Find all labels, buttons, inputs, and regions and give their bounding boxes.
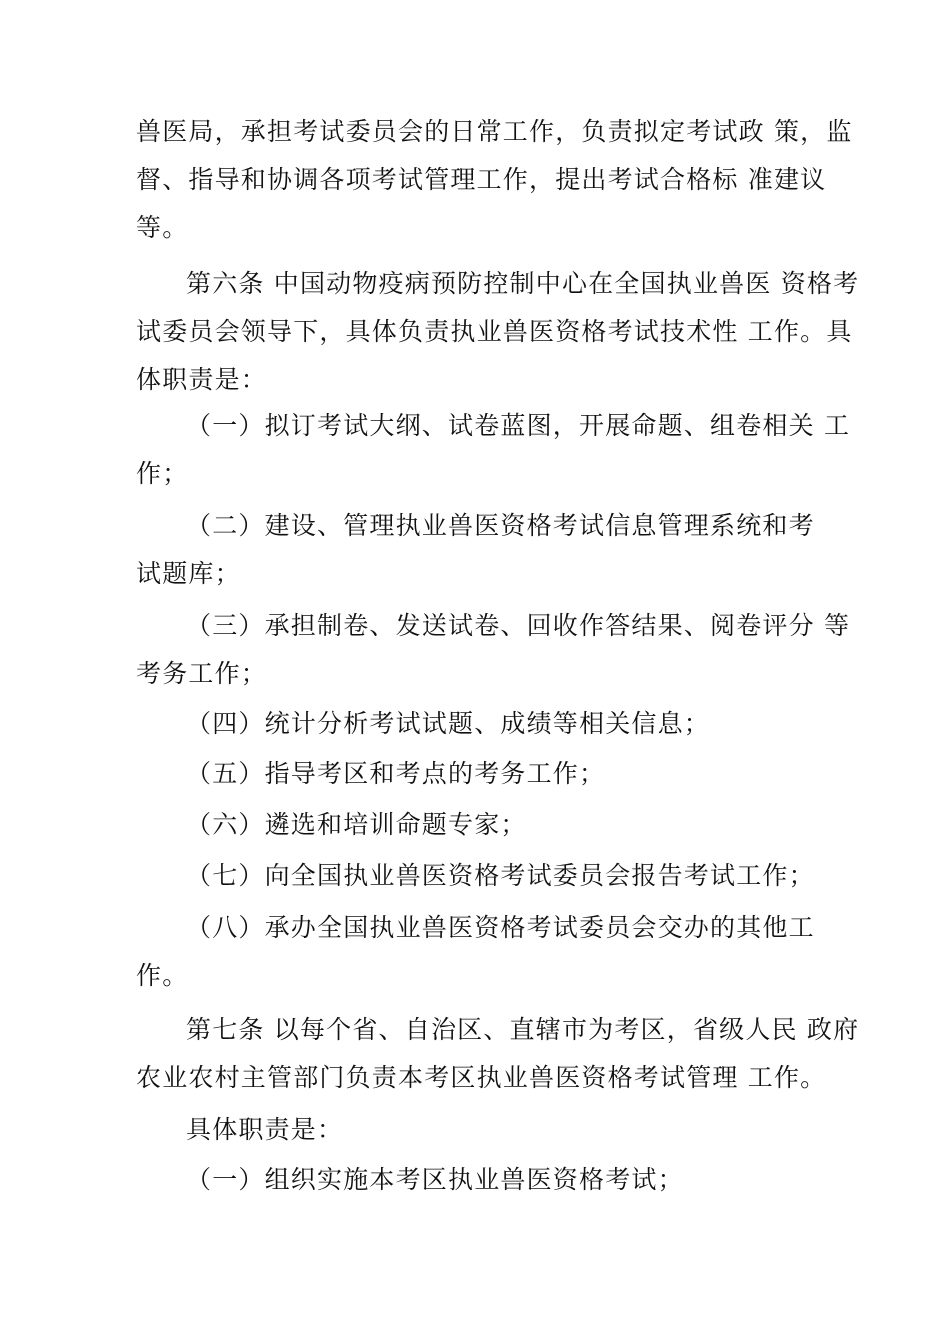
paragraph-article-7 <box>136 1006 860 1102</box>
text-line: 第七条 以每个省、自治区、直辖市为考区，省级人民 政府 <box>186 1015 860 1044</box>
paragraph-article-6 <box>136 260 860 404</box>
list-item-article-6-8 <box>136 904 836 1000</box>
list-item-article-7-1 <box>136 1156 836 1204</box>
list-item-article-6-6 <box>136 801 836 849</box>
text-line: （一）拟订考试大纲、试卷蓝图，开展命题、组卷相关 工 <box>186 411 851 440</box>
text-line: 试题库； <box>136 559 241 588</box>
list-item-article-6-5 <box>136 750 836 798</box>
list-item-article-6-1 <box>136 402 851 498</box>
text-line: 体职责是： <box>136 365 268 394</box>
paragraph-article-7-duties <box>136 1106 836 1154</box>
text-line: （三）承担制卷、发送试卷、回收作答结果、阅卷评分 等 <box>186 611 851 640</box>
text-line: （二）建设、管理执业兽医资格考试信息管理系统和考 <box>186 511 815 540</box>
text-line: 第六条 中国动物疫病预防控制中心在全国执业兽医 资格考 <box>186 269 860 298</box>
text-line: （四）统计分析考试试题、成绩等相关信息； <box>186 709 711 738</box>
text-line: 作； <box>136 459 189 488</box>
list-item-article-6-2 <box>136 502 836 598</box>
text-line: 具体职责是： <box>186 1115 344 1144</box>
text-line: 督、指导和协调各项考试管理工作，提出考试合格标 准建议 <box>136 165 827 194</box>
list-item-article-6-4 <box>136 700 836 748</box>
list-item-article-6-3 <box>136 602 851 698</box>
text-line: （一）组织实施本考区执业兽医资格考试； <box>186 1165 684 1194</box>
text-line: （八）承办全国执业兽医资格考试委员会交办的其他工 <box>186 913 815 942</box>
text-line: 等。 <box>136 213 189 242</box>
text-line: 试委员会领导下，具体负责执业兽医资格考试技术性 工作。具 <box>136 317 853 346</box>
text-line: （五）指导考区和考点的考务工作； <box>186 759 606 788</box>
text-line: 作。 <box>136 961 189 990</box>
text-line: 农业农村主管部门负责本考区执业兽医资格考试管理 工作。 <box>136 1063 827 1092</box>
paragraph-article-5-continuation <box>136 108 853 252</box>
text-line: （六）遴选和培训命题专家； <box>186 810 527 839</box>
text-line: 考务工作； <box>136 659 268 688</box>
list-item-article-6-7 <box>136 852 836 900</box>
text-line: 兽医局，承担考试委员会的日常工作，负责拟定考试政 策，监 <box>136 117 853 146</box>
text-line: （七）向全国执业兽医资格考试委员会报告考试工作； <box>186 861 815 890</box>
